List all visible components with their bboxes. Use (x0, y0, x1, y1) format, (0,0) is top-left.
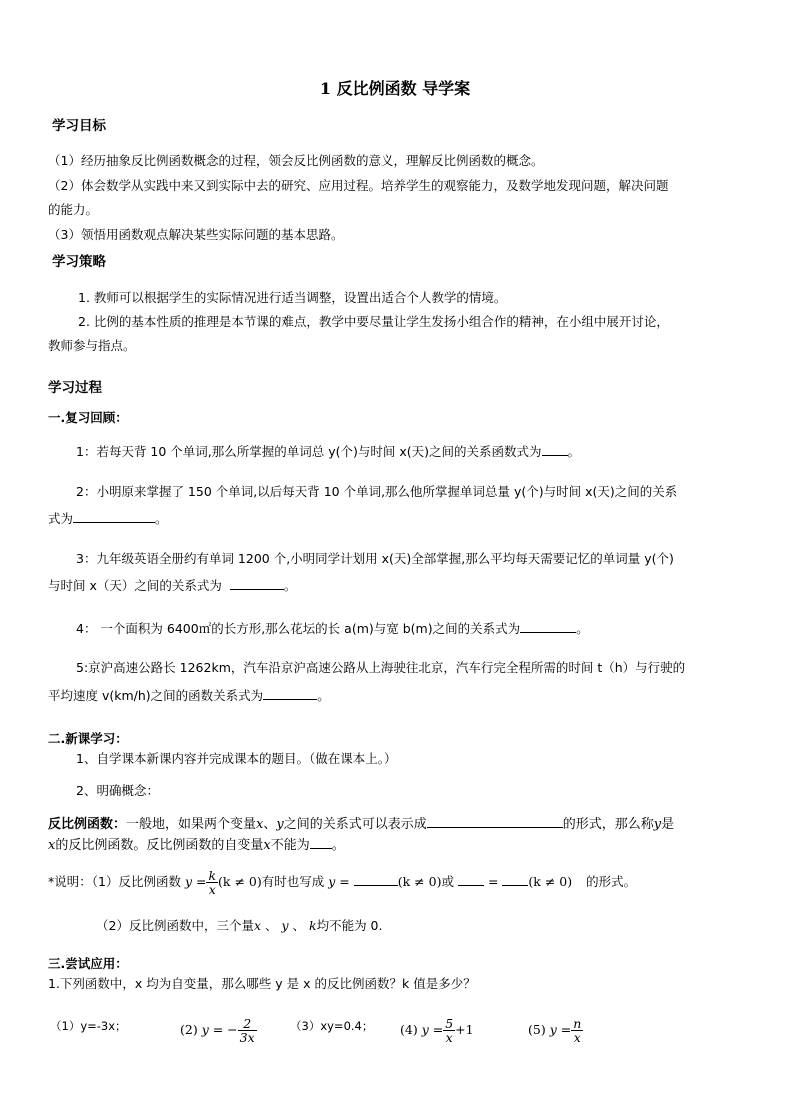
fraction-2-over-3x: $\frac{2}{3x}$ (239, 1016, 255, 1045)
page-title: 1 反比例函数 导学案 (319, 79, 471, 98)
review-question-5: 5:京沪高速公路长 1262km，汽车沿京沪高速公路从上海驶往北京，汽车行完全程所需的时间 t（h）与行驶的 (76, 660, 686, 675)
review-question-3-cont: 与时间 x（天）之间的关系式为 。 (48, 578, 297, 593)
answer-blank (354, 873, 398, 886)
process-heading: 学习过程 (48, 380, 102, 396)
answer-blank (427, 815, 563, 828)
review-question-5-cont: 平均速度 v(km/h)之间的函数关系式为 。 (48, 688, 330, 703)
answer-blank (542, 443, 568, 456)
goals-heading: 学习目标 (52, 118, 106, 134)
function-option-5: (5) y = $\frac{n}{x}$ (528, 1016, 582, 1045)
apply-question-1: 1.下列函数中，x 均为自变量，那么哪些 y 是 x 的反比例函数？k 值是多少？ (48, 976, 476, 991)
answer-blank (458, 873, 484, 886)
strategy-item-2: 2. 比例的基本性质的推理是本节课的难点，教学中要尽量让学生发扬小组合作的精神，在小组中展开讨论， (78, 314, 669, 329)
definition-line-2: x的反比例函数。反比例函数的自变量x不能为 。 (48, 838, 345, 853)
review-question-4: 4： 一个面积为 6400㎡的长方形,那么花坛的长 a(m)与宽 b(m)之间的关系式为 。 (76, 621, 589, 636)
note-line-1: *说明：（1）反比例函数 y = $\frac{k}{x}$ (k ≠ 0)有时也写成 y = (k ≠ 0)或 = (k ≠ 0) 的形式。 (48, 868, 637, 897)
newlesson-item-1: 1、自学课本新课内容并完成课本的题目。（做在课本上。） (76, 751, 397, 766)
function-option-3: （3）xy=0.4； (290, 1019, 374, 1033)
fraction-k-over-x: $\frac{k}{x}$ (208, 868, 217, 897)
newlesson-heading: 二.新课学习： (48, 731, 128, 746)
fraction-n-over-x: $\frac{n}{x}$ (573, 1016, 582, 1045)
strategy-item-1: 1. 教师可以根据学生的实际情况进行适当调整，设置出适合个人教学的情境。 (78, 290, 507, 305)
goal-item-1: （1）经历抽象反比例函数概念的过程，领会反比例函数的意义，理解反比例函数的概念。 (48, 153, 544, 168)
fraction-5-over-x: $\frac{5}{x}$ (445, 1016, 454, 1045)
note-line-2: （2）反比例函数中，三个量x 、 y 、 k均不能为 0. (96, 918, 383, 933)
strategy-heading: 学习策略 (52, 254, 106, 270)
function-option-2: (2) y = − $\frac{2}{3x}$ (180, 1016, 255, 1045)
review-question-3: 3：九年级英语全册约有单词 1200 个,小明同学计划用 x(天)全部掌握,那么平均每天需要记忆的单词量 y(个) (76, 551, 674, 566)
review-question-2-cont: 式为 。 (48, 511, 168, 526)
answer-blank (263, 687, 317, 700)
answer-blank (230, 577, 284, 590)
newlesson-item-2: 2、明确概念： (76, 783, 159, 798)
goal-item-3: （3）领悟用函数观点解决某些实际问题的基本思路。 (48, 227, 344, 242)
answer-blank (520, 620, 576, 633)
definition-line-1: 反比例函数：一般地，如果两个变量x、y之间的关系式可以表示成 的形式，那么称y是 (48, 817, 675, 832)
answer-blank (502, 873, 528, 886)
review-heading: 一.复习回顾： (48, 410, 128, 425)
apply-heading: 三.尝试应用： (48, 956, 128, 971)
strategy-item-2-cont: 教师参与指点。 (48, 338, 136, 353)
goal-item-2: （2）体会数学从实践中来又到实际中去的研究、应用过程。培养学生的观察能力，及数学地发现问题，解决问题 (48, 178, 669, 193)
function-option-4: (4) y = $\frac{5}{x}$ +1 (400, 1016, 474, 1045)
review-question-2: 2：小明原来掌握了 150 个单词,以后每天背 10 个单词,那么他所掌握单词总量 y(个)与时间 x(天)之间的关系 (76, 484, 678, 499)
goal-item-2-cont: 的能力。 (48, 202, 99, 217)
answer-blank (310, 836, 332, 849)
function-option-1: （1）y=-3x； (50, 1019, 127, 1033)
answer-blank (73, 510, 155, 523)
review-question-1: 1：若每天背 10 个单词,那么所掌握的单词总 y(个)与时间 x(天)之间的关系函数式为 。 (76, 444, 581, 459)
